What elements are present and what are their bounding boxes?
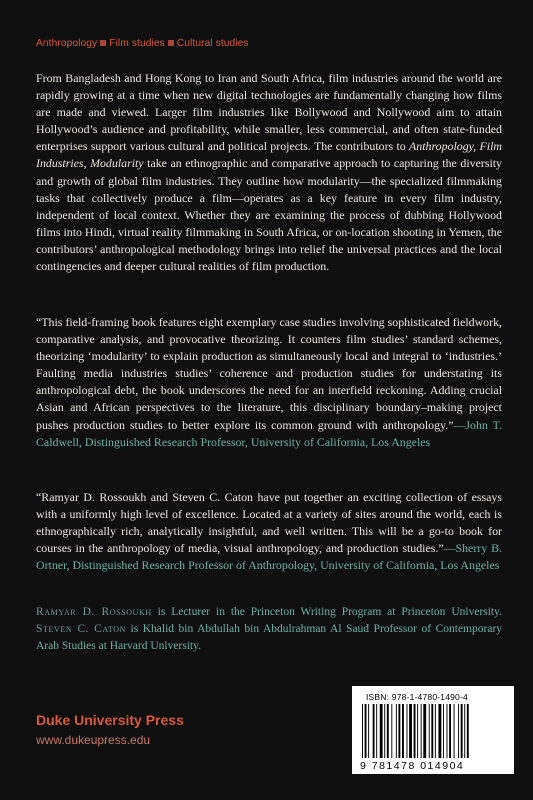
barcode-bar <box>438 704 441 758</box>
editor-bios <box>36 604 502 655</box>
barcode-bars <box>360 704 506 758</box>
isbn-barcode <box>352 686 514 774</box>
description-part: take an ethnographic and comparative approach to capturing the diversity and growth of global film industries. They outline how modularity—the specialized filmmaking tasks that collectively produce a film—operates as a key feature in every film industry, independent of local context. Whether they are examining the process of dubbing Hollywood films into Hindi, virtual reality filmmaking in South Africa, or on-location shooting in Yemen, the contributors’ anthropological methodology brings into relief the universal practices and the local contingencies and deeper cultural realities of film production. <box>36 156 502 274</box>
subject-separator <box>100 40 106 46</box>
barcode-bar <box>423 704 426 758</box>
barcode-digits: 9 781478 014904 <box>360 760 465 772</box>
blurb-quote: “This field-framing book features eight exemplary case studies involving sophisticated fieldwork, comparative analysis, and provocative theorizing. It counters film studies’ standard schemes, theorizing ‘modularity’ to explain production as simultaneously local and integral to ‘industries.’ Faulting media industries studies’ coherence and production studies for understating its anthropological debt, the book underscores the need for an interfield reckoning. Adding crucial Asian and African perspectives to the literature, this disciplinary boundary–making project pushes production studies to better explore its common ground with anthropology.” <box>36 315 502 432</box>
description-part: From Bangladesh and Hong Kong to Iran and South Africa, film industries around the world are rapidly growing at a time when new digital technologies are fundamentally changing how films are made and viewed. Larger film industries like Bollywood and Nollywood aim to attain Hollywood’s audience and profitability, while smaller, less commercial, and often state-funded enterprises support various cultural and political projects. The contributors to <box>36 71 502 154</box>
barcode-bar <box>387 704 389 758</box>
subject-categories <box>36 38 249 49</box>
barcode-bar <box>402 704 404 758</box>
blurb-attribution: —John T. Caldwell, Distinguished Research Professor, University of California, Los Angeles <box>36 417 502 449</box>
barcode-bar <box>407 704 408 758</box>
editor-bio: is Lecturer in the Princeton Writing Program at Princeton University. <box>151 606 502 618</box>
barcode-bar <box>365 704 367 758</box>
subject-anthropology: Anthropology <box>36 38 98 49</box>
subject-cultural-studies: Cultural studies <box>176 38 249 49</box>
barcode-bar <box>435 704 436 758</box>
barcode-bar <box>417 704 418 758</box>
book-title: Anthropology, Film Industries, Modularity <box>36 139 503 171</box>
editor-name: Ramyar D. Rossoukh <box>36 606 152 618</box>
barcode-bar <box>447 704 448 758</box>
blurb-ortner <box>36 489 502 574</box>
isbn-label: ISBN: 978-1-4780-1490-4 <box>366 692 468 702</box>
barcode-bar <box>414 704 416 758</box>
barcode-bar <box>461 704 463 758</box>
editor-bio: is Khalid bin Abdullah bin Abdulrahman Al Saud Professor of Contemporary Arab Studies at Harvard University. <box>36 623 503 652</box>
subject-film-studies: Film studies <box>109 38 165 49</box>
barcode-bar <box>458 704 459 758</box>
barcode-bar <box>391 704 392 758</box>
barcode-bar <box>398 704 400 758</box>
barcode-bar <box>449 704 451 758</box>
blurb-caldwell <box>36 314 502 451</box>
barcode-bar <box>464 704 465 758</box>
barcode-bar <box>376 704 377 758</box>
barcode-bar <box>431 704 433 758</box>
barcode-bar <box>443 704 444 758</box>
barcode-bar <box>467 704 469 758</box>
blurb-attribution: —Sherry B. Ortner, Distinguished Research Professor of Anthropology, University of California, Los Angeles <box>36 541 502 573</box>
barcode-bar <box>368 704 369 758</box>
editor-name: Steven C. Caton <box>36 623 127 635</box>
subject-separator <box>168 40 174 46</box>
blurb-quote: “Ramyar D. Rossoukh and Steven C. Caton have put together an exciting collection of essays with a uniformly high level of excellence. Located at a variety of sites around the world, each is ethnographically rich, analytically insightful, and well written. This will be a go-to book for courses in the anthropology of media, visual anthropology, and production studies.” <box>36 490 502 556</box>
publisher-website[interactable]: www.dukeupress.edu <box>36 733 151 747</box>
barcode-bar <box>380 704 383 758</box>
barcode-bar <box>454 704 455 758</box>
barcode-bar <box>373 704 375 758</box>
barcode-bar <box>409 704 412 758</box>
barcode-bar <box>429 704 430 758</box>
barcode-bar <box>362 704 363 758</box>
barcode-bar <box>421 704 422 758</box>
book-description <box>36 70 502 275</box>
barcode-bar <box>384 704 385 758</box>
publisher-name: Duke University Press <box>36 712 184 728</box>
barcode-bar <box>396 704 397 758</box>
